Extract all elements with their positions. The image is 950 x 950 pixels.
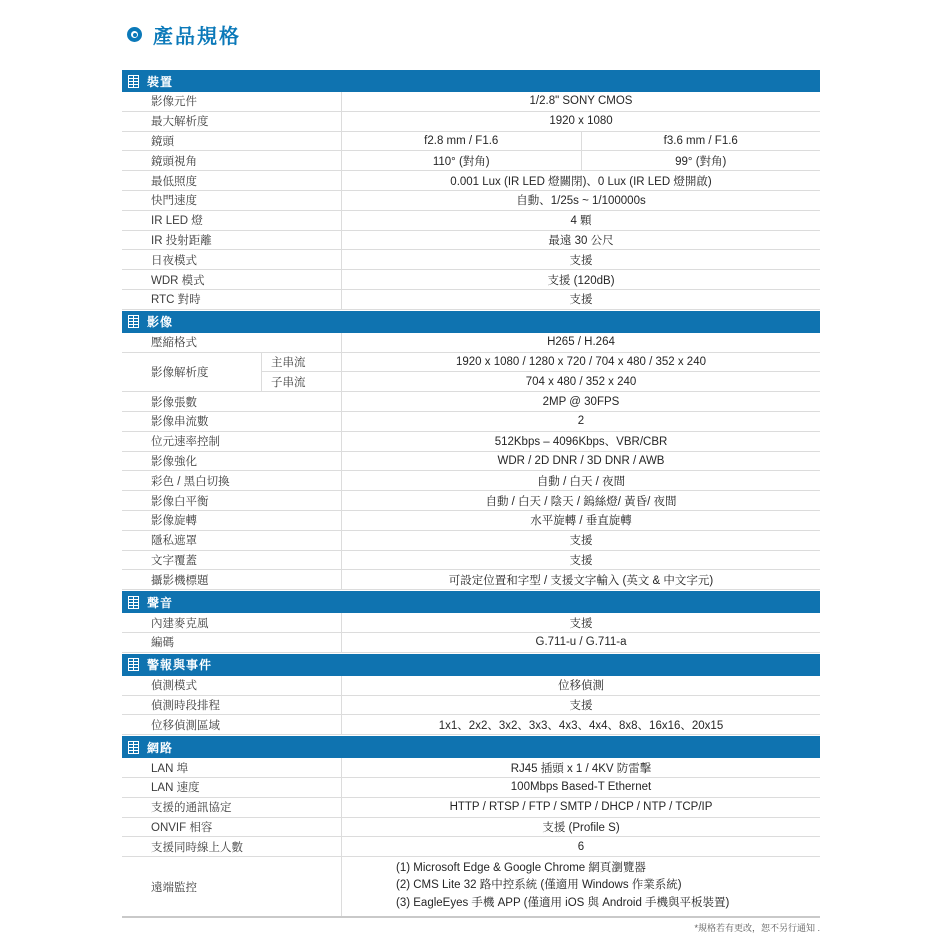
spec-value: 可設定位置和字型 / 支援文字輸入 (英文 & 中文字元): [448, 574, 714, 587]
section-header: [122, 654, 820, 676]
spec-row: [122, 270, 820, 290]
spec-row: [122, 570, 820, 590]
spec-row: [122, 818, 820, 838]
spec-label: 影像張數: [122, 392, 342, 411]
sub-stream-row: [262, 372, 820, 391]
spec-value: RJ45 插頭 x 1 / 4KV 防雷擊: [510, 762, 652, 775]
spec-value: 支援: [569, 617, 593, 630]
spec-value: 110° (對角): [342, 151, 582, 170]
spec-row: [122, 132, 820, 152]
footnote: *規格若有更改，恕不另行通知 .: [694, 923, 820, 933]
spec-value: 6: [577, 840, 585, 853]
spec-row: [122, 191, 820, 211]
section-header: [122, 591, 820, 613]
spec-label: WDR 模式: [122, 270, 342, 289]
spec-label: IR 投射距離: [122, 231, 342, 250]
spec-row: [122, 432, 820, 452]
spec-label: 位移偵測區域: [122, 715, 342, 734]
spec-value: 支援 (120dB): [547, 274, 615, 287]
spec-row: [122, 491, 820, 511]
spec-row: [122, 715, 820, 735]
list-table-icon: [128, 741, 139, 754]
spec-label: 支援同時線上人數: [122, 837, 342, 856]
list-table-icon: [128, 596, 139, 609]
spec-value: f2.8 mm / F1.6: [342, 132, 582, 151]
spec-row: [122, 633, 820, 653]
spec-value: 2: [577, 415, 585, 428]
spec-row: [122, 171, 820, 191]
spec-value: 1/2.8" SONY CMOS: [529, 95, 633, 108]
list-table-icon: [128, 315, 139, 328]
target-dot-icon-center: [133, 33, 137, 37]
spec-label: LAN 埠: [122, 758, 342, 777]
spec-label: 影像強化: [122, 452, 342, 471]
spec-label: 影像旋轉: [122, 511, 342, 530]
spec-row: [122, 92, 820, 112]
spec-row: [122, 112, 820, 132]
spec-row: [122, 452, 820, 472]
spec-row: [122, 857, 820, 916]
spec-row: [122, 613, 820, 633]
spec-value: 1920 x 1080 / 1280 x 720 / 704 x 480 / 352 x 240: [455, 355, 706, 368]
spec-row: [122, 151, 820, 171]
spec-value: [342, 857, 820, 916]
spec-label: 影像解析度: [122, 353, 262, 392]
page-title-row: [127, 20, 241, 49]
spec-value: 自動 / 白天 / 夜間: [536, 475, 626, 488]
spec-label: 偵測時段排程: [122, 696, 342, 715]
spec-label: LAN 速度: [122, 778, 342, 797]
spec-label: 影像串流數: [122, 412, 342, 431]
list-table-icon: [128, 741, 139, 754]
spec-value: G.711-u / G.711-a: [535, 636, 627, 649]
section-title: 警報與事件: [147, 658, 213, 673]
spec-value-line: (2) CMS Lite 32 路中控系統 (僅適用 Windows 作業系統): [396, 879, 682, 892]
list-table-icon: [128, 75, 139, 88]
spec-row: [122, 392, 820, 412]
section-header: [122, 311, 820, 333]
spec-label: 內建麥克風: [122, 613, 342, 632]
target-dot-icon: [127, 27, 142, 42]
spec-value: 支援 (Profile S): [542, 821, 620, 834]
spec-label: 鏡頭視角: [122, 151, 342, 170]
spec-value: WDR / 2D DNR / 3D DNR / AWB: [497, 454, 665, 467]
sub-stream-label: 主串流: [262, 353, 342, 372]
spec-row: [122, 696, 820, 716]
spec-label: 位元速率控制: [122, 432, 342, 451]
spec-label: 壓縮格式: [122, 333, 342, 352]
spec-row: [122, 471, 820, 491]
spec-row: [122, 531, 820, 551]
spec-label: 最低照度: [122, 171, 342, 190]
section-header: [122, 736, 820, 758]
spec-value: f3.6 mm / F1.6: [663, 134, 738, 147]
spec-table: [122, 70, 820, 918]
spec-label: 鏡頭: [122, 132, 342, 151]
spec-value-line: (3) EagleEyes 手機 APP (僅適用 iOS 與 Android 手機與平板裝置): [396, 896, 730, 909]
spec-row: [122, 798, 820, 818]
spec-label: 偵測模式: [122, 676, 342, 695]
spec-value: 支援: [569, 294, 593, 307]
spec-value: 水平旋轉 / 垂直旋轉: [530, 515, 632, 528]
spec-label: 支援的通訊協定: [122, 798, 342, 817]
spec-row: [122, 353, 820, 393]
spec-label: 文字覆蓋: [122, 551, 342, 570]
sub-stream-row: [262, 353, 820, 373]
page-title: 產品規格: [153, 26, 241, 48]
spec-value: 1920 x 1080: [549, 115, 613, 128]
spec-value: 512Kbps – 4096Kbps、VBR/CBR: [494, 436, 668, 449]
spec-label: 影像元件: [122, 92, 342, 111]
spec-row: [122, 333, 820, 353]
spec-value: 1x1、2x2、3x2、3x3、4x3、4x4、8x8、16x16、20x15: [438, 719, 724, 732]
spec-label: 編碼: [122, 633, 342, 652]
section-title: 影像: [147, 315, 174, 330]
spec-row: [122, 231, 820, 251]
list-table-icon: [128, 75, 139, 88]
spec-row: [122, 511, 820, 531]
spec-value-line: (1) Microsoft Edge & Google Chrome 網頁瀏覽器: [396, 862, 646, 875]
spec-row: [122, 551, 820, 571]
spec-row: [122, 676, 820, 696]
spec-label: 攝影機標題: [122, 570, 342, 589]
spec-value: 2MP @ 30FPS: [542, 395, 620, 408]
spec-value: 704 x 480 / 352 x 240: [525, 375, 637, 388]
spec-label: RTC 對時: [122, 290, 342, 309]
spec-value: 100Mbps Based-T Ethernet: [510, 781, 652, 794]
spec-value: 99° (對角): [675, 155, 727, 168]
sub-stream-label: 子串流: [262, 372, 342, 391]
spec-row: [122, 778, 820, 798]
spec-label: 最大解析度: [122, 112, 342, 131]
list-table-icon: [128, 315, 139, 328]
spec-value: 自動 / 白天 / 陰天 / 鎢絲燈/ 黃昏/ 夜間: [485, 495, 677, 508]
spec-label: 日夜模式: [122, 250, 342, 269]
section-title: 裝置: [147, 74, 174, 89]
spec-row: [122, 837, 820, 857]
spec-label: 彩色 / 黑白切換: [122, 471, 342, 490]
spec-label: 影像白平衡: [122, 491, 342, 510]
section-header: [122, 70, 820, 92]
spec-value: 自動、1/25s ~ 1/100000s: [516, 195, 646, 208]
spec-label: IR LED 燈: [122, 211, 342, 230]
section-title: 網路: [147, 740, 174, 755]
spec-value: 位移偵測: [558, 680, 604, 693]
spec-row: [122, 412, 820, 432]
spec-value: 支援: [569, 254, 593, 267]
spec-value: 0.001 Lux (IR LED 燈關閉)、0 Lux (IR LED 燈開啟): [450, 175, 712, 188]
spec-label: 遠端監控: [122, 857, 342, 916]
spec-label: ONVIF 相容: [122, 818, 342, 837]
list-table-icon: [128, 658, 139, 671]
spec-value: 支援: [569, 554, 593, 567]
sub-stream-stack: [262, 353, 820, 392]
spec-label: 快門速度: [122, 191, 342, 210]
spec-row: [122, 290, 820, 310]
spec-value: H265 / H.264: [547, 336, 615, 349]
spec-row: [122, 211, 820, 231]
section-title: 聲音: [147, 595, 174, 610]
spec-value: 最遠 30 公尺: [548, 234, 614, 247]
list-table-icon: [128, 658, 139, 671]
spec-value: 4 顆: [570, 215, 592, 228]
spec-row: [122, 250, 820, 270]
spec-value: 支援: [569, 699, 593, 712]
spec-value: HTTP / RTSP / FTP / SMTP / DHCP / NTP / TCP/IP: [449, 801, 713, 814]
spec-label: 隱私遮罩: [122, 531, 342, 550]
spec-row: [122, 758, 820, 778]
spec-value: 支援: [569, 535, 593, 548]
list-table-icon: [128, 596, 139, 609]
